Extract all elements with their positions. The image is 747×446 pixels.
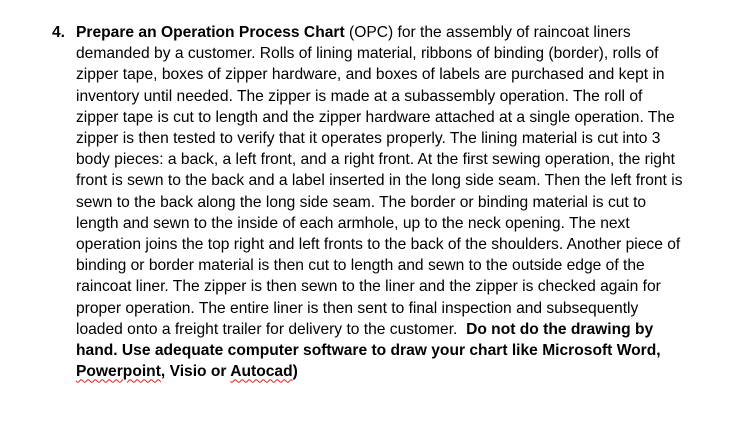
- text-run: ): [292, 363, 298, 381]
- text-line-12: binding or border material is then cut to length and sewn to the outside edge of the: [76, 257, 645, 275]
- text-line-1: [76, 22, 742, 43]
- text-line-2: demanded by a customer. Rolls of lining material, ribbons of binding (border), rolls of: [76, 45, 659, 63]
- text-line-4: inventory until needed. The zipper is made at a subassembly operation. The roll of: [76, 87, 643, 105]
- bold-instruction: Do not do the drawing by: [466, 320, 654, 338]
- text-line-3: zipper tape, boxes of zipper hardware, and boxes of labels are purchased and kept in: [76, 66, 665, 84]
- text-line-9: sewn to the back along the long side seam. The border or binding material is cut to: [76, 193, 647, 211]
- text-line-17: [76, 361, 742, 382]
- text-line-8: front is sewn to the back and a label inserted in the long side seam. Then the left front is: [76, 172, 683, 190]
- problem-number: 4.: [52, 24, 66, 41]
- spellcheck-word-autocad[interactable]: Autocad: [230, 363, 293, 381]
- text-run: , Visio or: [160, 363, 231, 381]
- text-line-15: [76, 319, 742, 340]
- spellcheck-word-powerpoint[interactable]: Powerpoint: [76, 363, 161, 381]
- text-line-10: length and sewn to the inside of each armhole, up to the neck opening. The next: [76, 214, 630, 232]
- text-run: loaded onto a freight trailer for delivery to the customer.: [76, 320, 467, 338]
- text-line-14: proper operation. The entire liner is then sent to final inspection and subsequently: [76, 299, 639, 317]
- text-line-5: zipper tape is cut to length and the zipper hardware attached at a single operation. The: [76, 108, 675, 126]
- text-run: (OPC) for the assembly of raincoat liners: [344, 24, 631, 41]
- text-line-11: operation joins the top right and left fronts to the back of the shoulders. Another piece of: [76, 236, 681, 254]
- text-line-16: hand. Use adequate computer software to draw your chart like Microsoft Word,: [76, 342, 661, 360]
- problem-text: [76, 22, 742, 382]
- text-line-7: body pieces: a back, a left front, and a right front. At the first sewing operation, the right: [76, 151, 675, 169]
- title-phrase: Prepare an Operation Process Chart: [76, 24, 345, 41]
- text-line-6: zipper is then tested to verify that it operates properly. The lining material is cut into 3: [76, 130, 661, 148]
- text-line-13: raincoat liner. The zipper is then sewn to the liner and the zipper is checked again for: [76, 278, 661, 296]
